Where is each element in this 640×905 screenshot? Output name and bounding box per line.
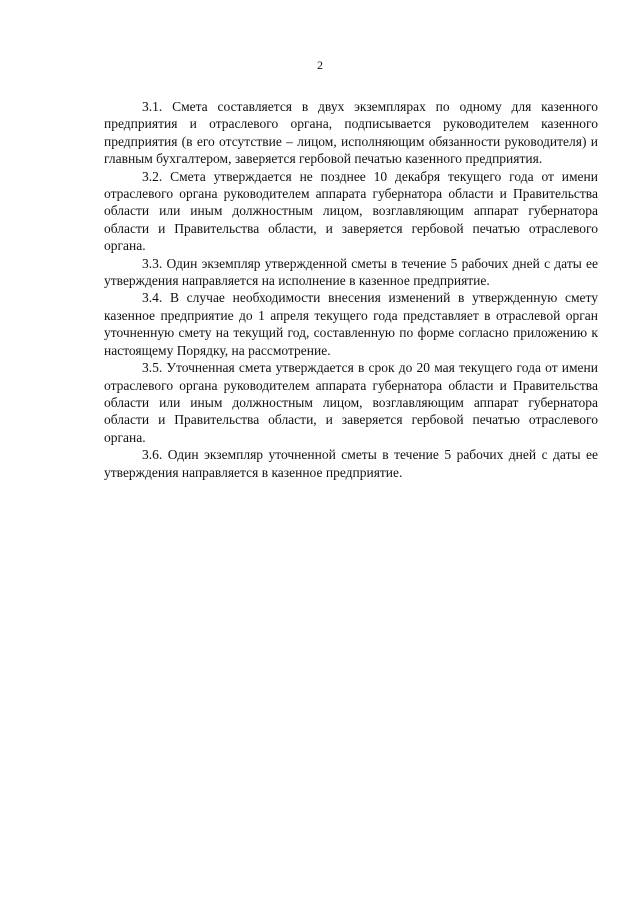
document-body bbox=[104, 98, 598, 481]
clause-3-3: 3.3. Один экземпляр утвержденной сметы в течение 5 рабочих дней с даты ее утверждения направляется на исполнение в казенное предприятие. bbox=[104, 255, 598, 289]
clause-3-2: 3.2. Смета утверждается не позднее 10 декабря текущего года от имени отраслевого органа руководителем аппарата губернатора области и Правительства области или иным должностным лицом, возглавляющим аппарат губернатора области и Правительства области, и заверяется гербовой печатью отраслевого органа. bbox=[104, 168, 598, 254]
clause-3-1: 3.1. Смета составляется в двух экземплярах по одному для казенного предприятия и отраслевого органа, подписывается руководителем казенного предприятия (в его отсутствие – лицом, исполняющим обязанности руководителя) и главным бухгалтером, заверяется гербовой печатью казенного предприятия. bbox=[104, 99, 598, 167]
clause-3-4: 3.4. В случае необходимости внесения изменений в утвержденную смету казенное предприятие до 1 апреля текущего года представляет в отраслевой орган уточненную смету на текущий год, составленную по форме согласно приложению к настоящему Порядку, на рассмотрение. bbox=[104, 290, 598, 358]
clause-3-6: 3.6. Один экземпляр уточненной сметы в течение 5 рабочих дней с даты ее утверждения направляется в казенное предприятие. bbox=[104, 447, 598, 480]
page-number: 2 bbox=[317, 58, 323, 72]
clause-3-5: 3.5. Уточненная смета утверждается в срок до 20 мая текущего года от имени отраслевого органа руководителем аппарата губернатора области и Правительства области или иным должностным лицом, возглавляющим аппарат губернатора области и Правительства области, и заверяется гербовой печатью отраслевого органа. bbox=[104, 360, 598, 445]
